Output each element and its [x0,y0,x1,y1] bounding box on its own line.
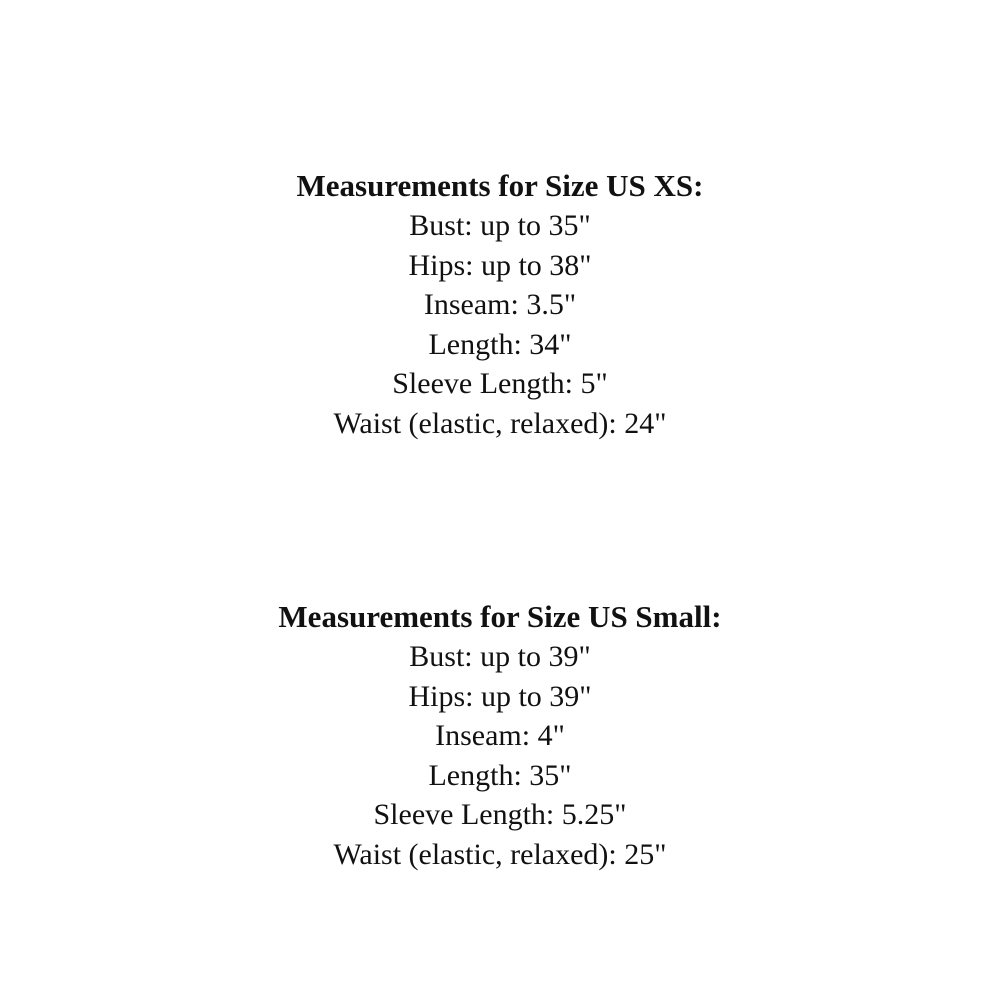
size-small-hips: Hips: up to 39" [408,679,592,713]
size-xs-bust: Bust: up to 35" [409,209,591,242]
size-xs-sleeve-length: Sleeve Length: 5" [392,367,608,401]
size-small-inseam: Inseam: 4" [435,719,565,753]
size-small-length: Length: 35" [428,758,572,792]
size-xs-hips: Hips: up to 38" [408,248,592,282]
size-xs-waist: Waist (elastic, relaxed): 24" [333,406,667,440]
size-small-bust: Bust: up to 39" [409,640,591,673]
size-small-waist: Waist (elastic, relaxed): 25" [333,837,667,871]
size-small-title: Measurements for Size US Small: [278,599,722,634]
size-xs-length: Length: 34" [428,327,572,361]
size-small-sleeve-length: Sleeve Length: 5.25" [373,798,627,832]
size-xs-inseam: Inseam: 3.5" [423,288,577,322]
size-xs-title: Measurements for Size US XS: [296,168,704,203]
size-xs-measurements [0,166,1000,444]
size-small-measurements [0,597,1000,875]
